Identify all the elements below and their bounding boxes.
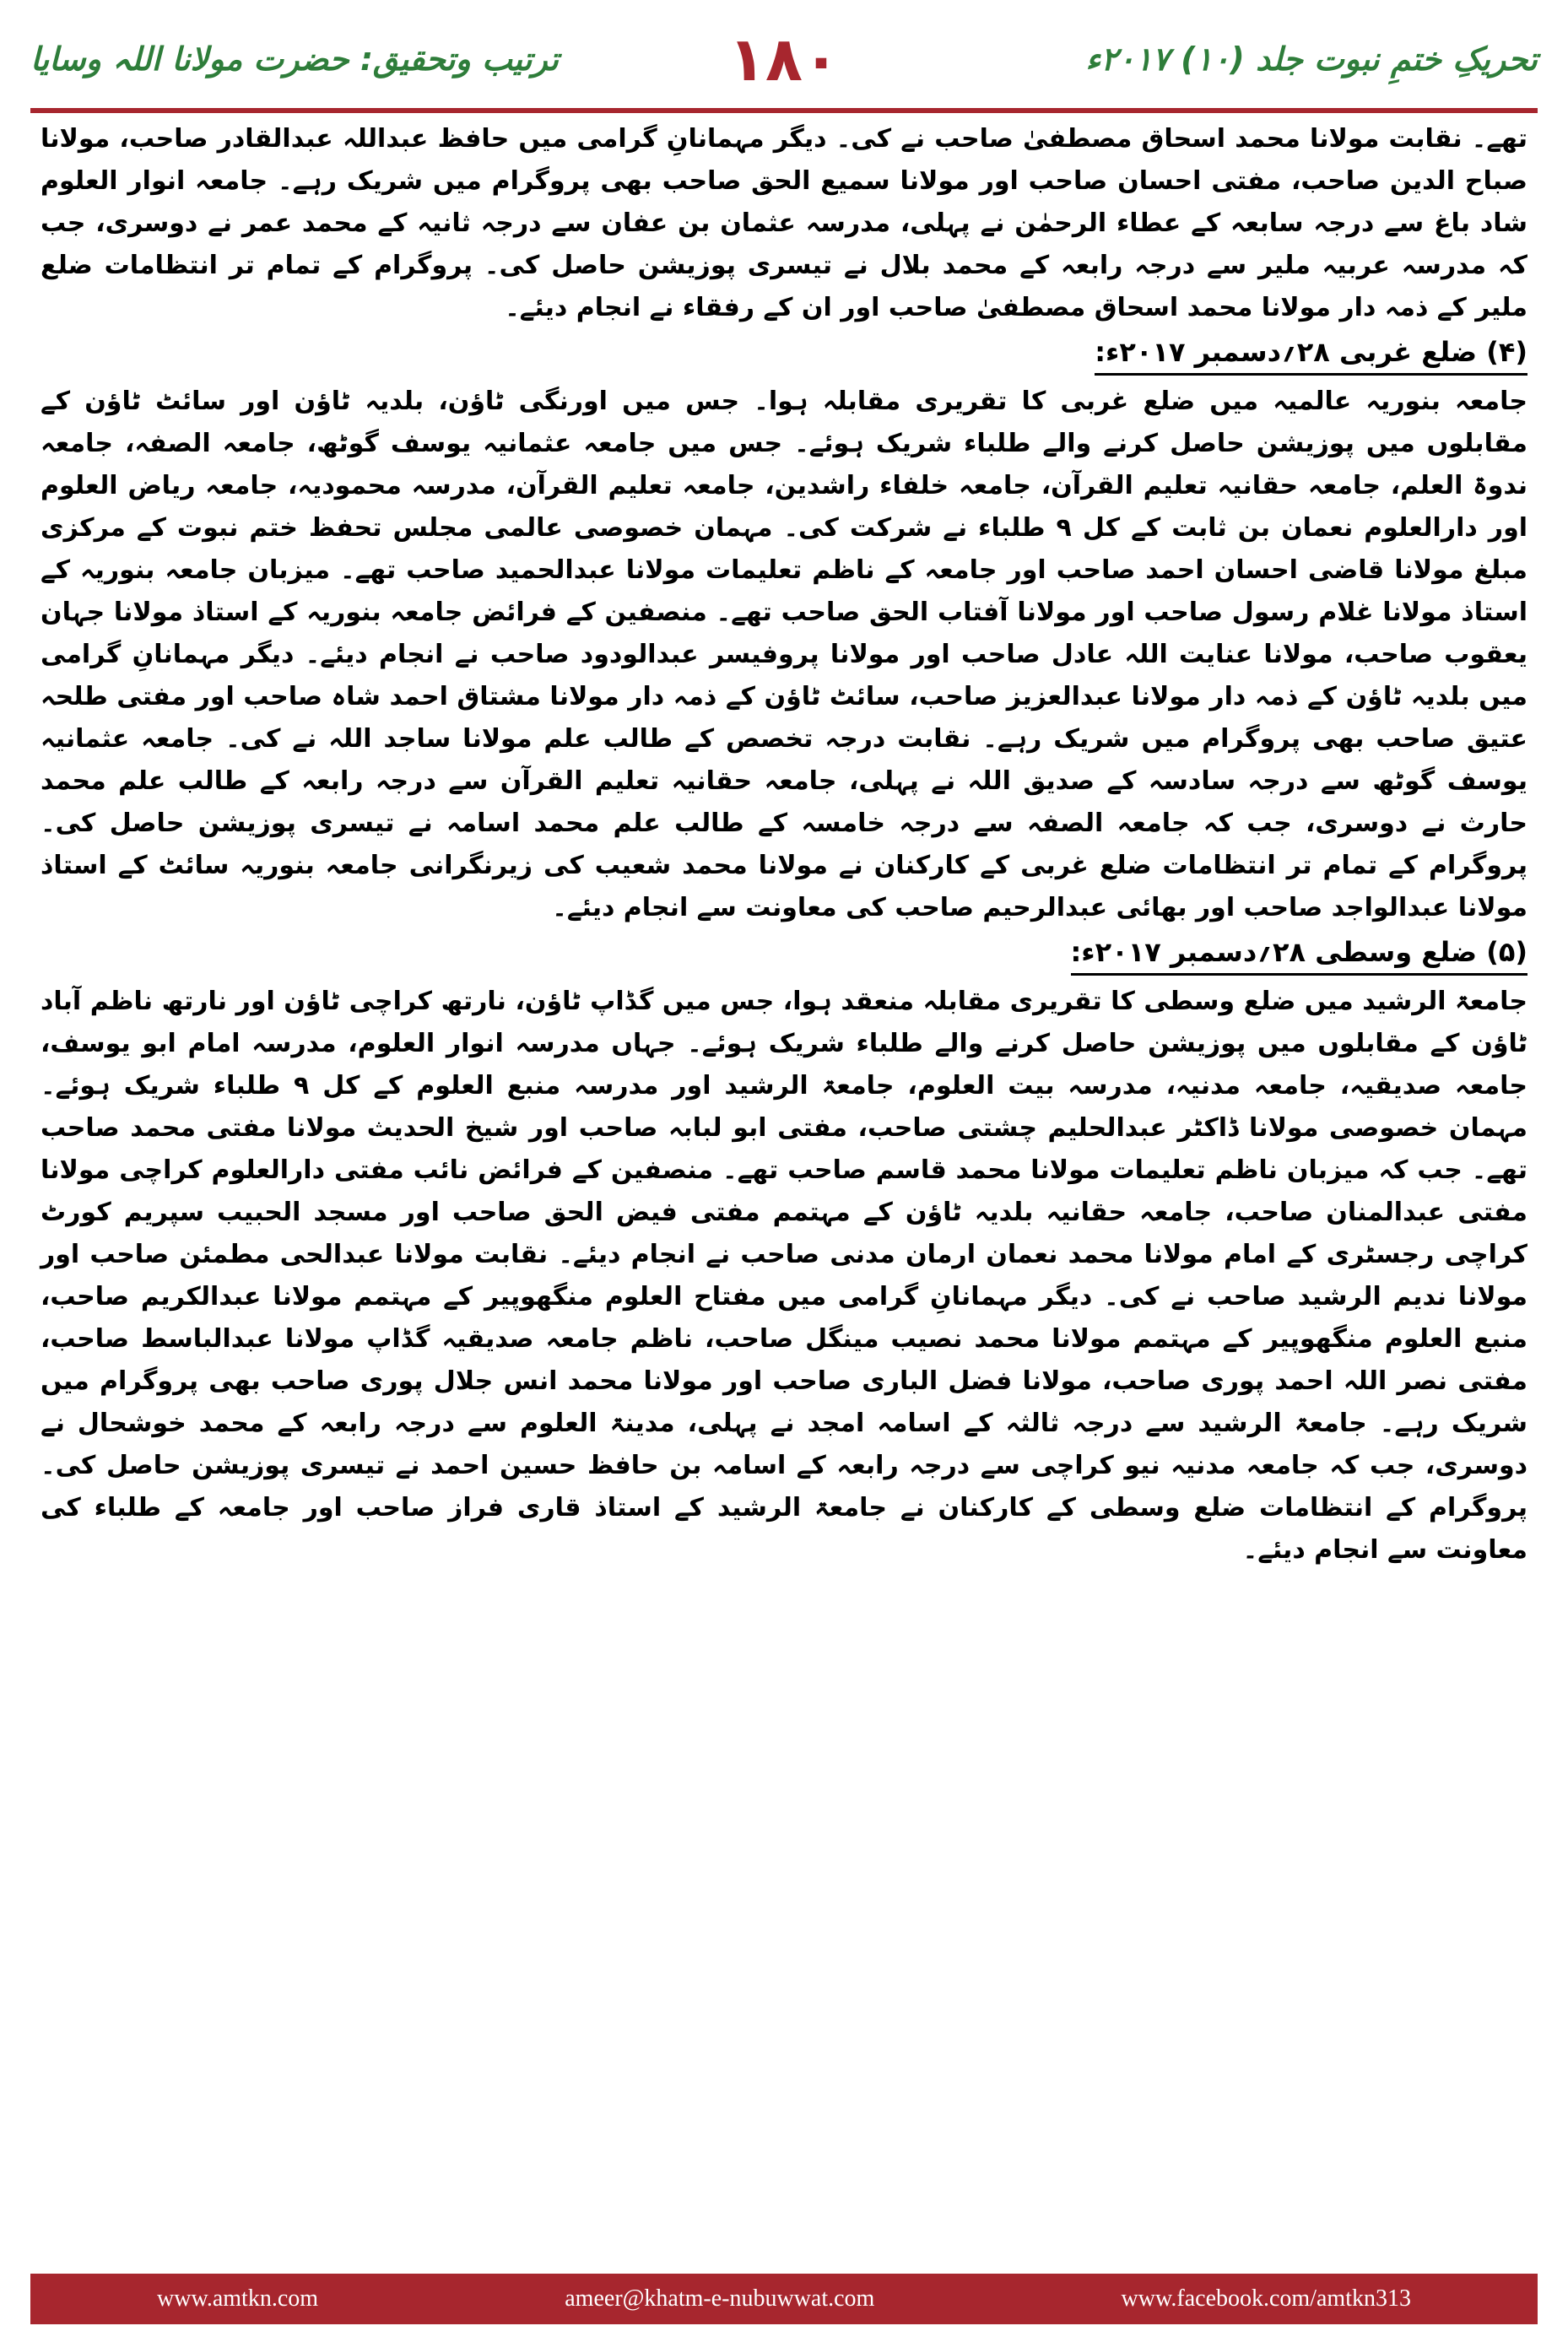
page-number: ۱۸۰: [728, 24, 840, 95]
footer-email-link[interactable]: ameer@khatm-e-nubuwwat.com: [565, 2285, 875, 2312]
article-body: [41, 118, 1527, 1571]
heading-wrap-4: [41, 333, 1527, 376]
page-footer: [30, 2274, 1538, 2324]
page-header: [30, 24, 1538, 108]
paragraph-malir: تھے۔ نقابت مولانا محمد اسحاق مصطفیٰ صاحب نے کی۔ دیگر مہمانانِ گرامی میں حافظ عبداللہ عبدالقادر صاحب، مولانا صباح الدین صاحب، مفتی احسان صاحب اور مولانا سمیع الحق صاحب بھی پروگرام میں شریک رہے۔ جامعہ انوار العلوم شاد باغ سے درجہ سابعہ کے عطاء الرحمٰن نے پہلی، مدرسہ عثمان بن عفان سے درجہ ثانیہ کے محمد عمر نے دوسری، جب کہ مدرسہ عربیہ ملیر سے درجہ رابعہ کے محمد بلال نے تیسری پوزیشن حاصل کی۔ پروگرام کے تمام تر انتظامات ضلع ملیر کے ذمہ دار مولانا محمد اسحاق مصطفیٰ صاحب اور ان کے رفقاء نے انجام دیئے۔: [41, 124, 1527, 322]
footer-website-link[interactable]: www.amtkn.com: [157, 2285, 319, 2312]
header-compiler: ترتیب وتحقیق: حضرت مولانا اللہ وسایا: [30, 41, 559, 78]
heading-wrap-5: [41, 933, 1527, 976]
footer-facebook-link[interactable]: www.facebook.com/amtkn313: [1121, 2285, 1411, 2312]
paragraph-central-district: جامعۃ الرشید میں ضلع وسطی کا تقریری مقابلہ منعقد ہوا، جس میں گڈاپ ٹاؤن، نارتھ کراچی ٹاؤن اور نارتھ ناظم آباد ٹاؤن کے مقابلوں میں پوزیشن حاصل کرنے والے طلباء شریک ہوئے۔ جہاں مدرسہ انوار العلوم، مدرسہ امام ابو یوسف، جامعہ صدیقیہ، جامعہ مدنیہ، مدرسہ بیت العلوم، جامعۃ الرشید اور مدرسہ منبع العلوم کے کل ۹ طلباء شریک ہوئے۔ مہمان خصوصی مولانا ڈاکٹر عبدالحلیم چشتی صاحب، مفتی ابو لبابہ صاحب اور شیخ الحدیث مولانا مفتی محمد صاحب تھے۔ جب کہ میزبان ناظم تعلیمات مولانا محمد قاسم صاحب تھے۔ منصفین کے فرائض نائب مفتی دارالعلوم کراچی مولانا مفتی عبدالمنان صاحب، جامعہ حقانیہ بلدیہ ٹاؤن کے مہتمم مفتی فیض الحق صاحب اور مسجد الحبیب سپریم کورٹ کراچی رجسٹری کے امام مولانا محمد نعمان ارمان مدنی صاحب نے انجام دیئے۔ نقابت مولانا عبدالحی مطمئن صاحب اور مولانا ندیم الرشید صاحب نے کی۔ دیگر مہمانانِ گرامی میں مفتاح العلوم منگھوپیر کے مہتمم مولانا عبدالکریم صاحب، منبع العلوم منگھوپیر کے مہتمم مولانا محمد نصیب مینگل صاحب، ناظم جامعہ صدیقیہ گڈاپ مولانا عبدالباسط صاحب، مفتی نصر اللہ احمد پوری صاحب، مولانا فضل الباری صاحب اور مولانا محمد انس جلال پوری صاحب بھی پروگرام میں شریک رہے۔ جامعۃ الرشید سے درجہ ثالثہ کے اسامہ امجد نے پہلی، مدینۃ العلوم سے درجہ رابعہ کے محمد خوشحال نے دوسری، جب کہ جامعہ مدنیہ نیو کراچی سے درجہ رابعہ کے اسامہ بن حافظ حسین احمد نے تیسری پوزیشن حاصل کی۔ پروگرام کے انتظامات ضلع وسطی کے کارکنان نے جامعۃ الرشید کے استاذ قاری فراز صاحب اور جامعہ کے طلباء کی معاونت سے انجام دیئے۔: [41, 987, 1527, 1565]
header-book-title: تحریکِ ختمِ نبوت جلد (۱۰) ۲۰۱۷ء: [1085, 41, 1538, 78]
paragraph-west-district: جامعہ بنوریہ عالمیہ میں ضلع غربی کا تقریری مقابلہ ہوا۔ جس میں اورنگی ٹاؤن، بلدیہ ٹاؤن اور سائٹ ٹاؤن کے مقابلوں میں پوزیشن حاصل کرنے والے طلباء شریک ہوئے۔ جس میں جامعہ عثمانیہ یوسف گوٹھ، جامعہ الصفہ، جامعہ ندوۃ العلم، جامعہ حقانیہ تعلیم القرآن، جامعہ خلفاء راشدین، جامعہ تعلیم القرآن، مدرسہ محمودیہ، جامعہ ریاض العلوم اور دارالعلوم نعمان بن ثابت کے کل ۹ طلباء نے شرکت کی۔ مہمان خصوصی عالمی مجلس تحفظ ختم نبوت کے مرکزی مبلغ مولانا قاضی احسان احمد صاحب اور جامعہ کے ناظم تعلیمات مولانا عبدالحمید صاحب تھے۔ میزبان جامعہ بنوریہ کے استاذ مولانا غلام رسول صاحب اور مولانا آفتاب الحق صاحب تھے۔ منصفین کے فرائض جامعہ بنوریہ کے استاذ مولانا جہان یعقوب صاحب، مولانا عنایت اللہ عادل صاحب اور مولانا پروفیسر عبدالودود صاحب نے انجام دیئے۔ دیگر مہمانانِ گرامی میں بلدیہ ٹاؤن کے ذمہ دار مولانا عبدالعزیز صاحب، سائٹ ٹاؤن کے ذمہ دار مولانا مشتاق احمد شاہ صاحب اور مفتی طلحہ عتیق صاحب بھی پروگرام میں شریک رہے۔ نقابت درجہ تخصص کے طالب علم مولانا ساجد اللہ نے کی۔ جامعہ عثمانیہ یوسف گوٹھ سے درجہ سادسہ کے صدیق اللہ نے پہلی، جامعہ حقانیہ تعلیم القرآن سے درجہ رابعہ کے طالب علم محمد حارث نے دوسری، جب کہ جامعہ الصفہ سے درجہ خامسہ کے طالب علم محمد اسامہ نے تیسری پوزیشن حاصل کی۔ پروگرام کے تمام تر انتظامات ضلع غربی کے کارکنان نے مولانا محمد شعیب کی زیرنگرانی جامعہ بنوریہ سائٹ کے استاذ مولانا عبدالواجد صاحب اور بھائی عبدالرحیم صاحب کی معاونت سے انجام دیئے۔: [41, 387, 1528, 922]
section-heading-west-district: (۴) ضلع غربی ۲۸؍دسمبر ۲۰۱۷ء:: [1095, 333, 1527, 376]
section-heading-central-district: (۵) ضلع وسطی ۲۸؍دسمبر ۲۰۱۷ء:: [1071, 933, 1528, 976]
header-divider: [30, 108, 1538, 113]
